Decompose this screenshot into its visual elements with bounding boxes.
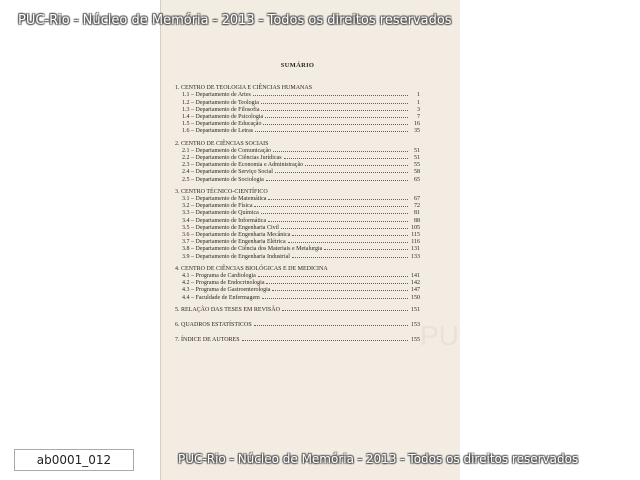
toc-entry-label: 1.6 – Departamento de Letras [182, 128, 254, 135]
toc-entry-label: 3.9 – Departamento de Engenharia Industrial [182, 253, 290, 260]
toc-entry-page: 141 [411, 273, 420, 280]
toc-entry-label: 1.4 – Departamento de Psicologia [182, 114, 264, 121]
dot-leader [258, 276, 408, 277]
toc-entry [175, 246, 420, 253]
toc-sections [175, 85, 420, 302]
toc-entry-page: 3 [417, 106, 420, 113]
toc-section [175, 85, 420, 135]
toc-entry-page: 116 [411, 239, 420, 246]
toc-entry-label: 3.1 – Departamento de Matemática [182, 196, 267, 203]
toc-single-entry [175, 337, 420, 344]
toc-entry [175, 169, 420, 176]
toc-single-page: 151 [411, 306, 420, 313]
toc-entry-page: 35 [414, 128, 420, 135]
toc-entry-page: 115 [411, 232, 420, 239]
toc-section [175, 189, 420, 261]
toc-entry-page: 88 [414, 217, 420, 224]
dot-leader [292, 235, 408, 236]
dot-leader [253, 95, 408, 96]
toc-single-label: 6. QUADROS ESTATÍSTICOS [175, 322, 252, 329]
dot-leader [288, 242, 408, 243]
toc-title: SUMÁRIO [280, 62, 315, 69]
toc-section-heading: 3. CENTRO TÉCNICO-CIENTÍFICO [175, 188, 268, 195]
toc-entry [175, 121, 420, 128]
dot-leader [268, 221, 408, 222]
toc-entry [175, 162, 420, 169]
dot-leader [263, 124, 408, 125]
toc-entry-page: 16 [414, 121, 420, 128]
dot-leader [266, 283, 408, 284]
toc-entry-label: 3.6 – Departamento de Engenharia Mecânica [182, 232, 291, 239]
dot-leader [324, 249, 408, 250]
toc-entry [175, 155, 420, 162]
toc-entry-label: 3.3 – Departamento de Química [182, 210, 259, 217]
toc-entry [175, 196, 420, 203]
toc-entry-label: 3.5 – Departamento de Engenharia Civil [182, 224, 279, 231]
watermark-bottom: PUC-Rio - Núcleo de Memória - 2013 - Todos os direitos reservados [178, 452, 579, 466]
toc-entry-label: 2.5 – Departamento de Sociologia [182, 176, 264, 183]
table-of-contents [175, 62, 420, 353]
toc-entry [175, 210, 420, 217]
toc-section-heading: 4. CENTRO DE CIÊNCIAS BIOLÓGICAS E DE MEDICINA [175, 265, 328, 272]
toc-entry [175, 239, 420, 246]
watermark-top: PUC-Rio - Núcleo de Memória - 2013 - Todos os direitos reservados [18, 13, 452, 28]
dot-leader [254, 206, 408, 207]
dot-leader [261, 110, 408, 111]
toc-entry-label: 4.4 – Faculdade de Enfermagem [182, 294, 260, 301]
toc-entry-label: 3.8 – Departamento de Ciência dos Materiais e Metalurgia [182, 246, 323, 253]
dot-leader [281, 228, 408, 229]
toc-entry-label: 2.2 – Departamento de Ciências Jurídicas [182, 155, 282, 162]
toc-entry-label: 2.4 – Departamento de Serviço Social [182, 169, 273, 176]
dot-leader [273, 151, 408, 152]
dot-leader [261, 213, 408, 214]
toc-entry [175, 273, 420, 280]
toc-entry-page: 131 [411, 246, 420, 253]
toc-entry [175, 280, 420, 287]
toc-entry-label: 1.1 – Departamento de Artes [182, 92, 251, 99]
dot-leader [266, 180, 408, 181]
dot-leader [272, 290, 408, 291]
toc-entry-label: 3.2 – Departamento de Física [182, 203, 253, 210]
dot-leader [292, 257, 408, 258]
toc-entry-label: 4.3 – Programa de Gastroenterologia [182, 287, 271, 294]
toc-entry [175, 128, 420, 135]
toc-section [175, 266, 420, 302]
toc-single-page: 153 [411, 322, 420, 329]
toc-entry-page: 142 [411, 280, 420, 287]
toc-single-label: 5. RELAÇÃO DAS TESES EM REVISÃO [175, 306, 280, 313]
toc-entry [175, 254, 420, 261]
toc-entry-page: 72 [414, 203, 420, 210]
toc-entry-page: 133 [411, 253, 420, 260]
toc-single-entries [175, 307, 420, 345]
dot-leader [262, 298, 408, 299]
toc-entry-label: 4.1 – Programa de Cardiologia [182, 273, 256, 280]
dot-leader [255, 131, 408, 132]
toc-entry [175, 92, 420, 99]
toc-entry-page: 1 [417, 92, 420, 99]
toc-single-page: 155 [411, 337, 420, 344]
toc-entry-page: 51 [414, 147, 420, 154]
document-id-label: ab0001_012 [14, 449, 134, 471]
toc-entry-label: 2.1 – Departamento de Comunicação [182, 147, 272, 154]
dot-leader [284, 158, 408, 159]
toc-section [175, 141, 420, 184]
toc-entry-page: 1 [417, 99, 420, 106]
toc-entry-page: 55 [414, 162, 420, 169]
toc-entry-page: 150 [411, 294, 420, 301]
dot-leader [305, 165, 408, 166]
toc-entry [175, 287, 420, 294]
toc-section-heading: 2. CENTRO DE CIÊNCIAS SOCIAIS [175, 140, 269, 147]
dot-leader [242, 340, 408, 341]
toc-entry [175, 107, 420, 114]
toc-entry-page: 67 [414, 196, 420, 203]
toc-entry-page: 147 [411, 287, 420, 294]
toc-single-entry [175, 307, 420, 314]
toc-entry-page: 105 [411, 224, 420, 231]
toc-entry [175, 225, 420, 232]
toc-section-heading: 1. CENTRO DE TEOLOGIA E CIÊNCIAS HUMANAS [175, 85, 313, 92]
toc-entry [175, 218, 420, 225]
toc-entry-label: 2.3 – Departamento de Economia e Administração [182, 162, 304, 169]
toc-entry [175, 232, 420, 239]
dot-leader [268, 199, 408, 200]
toc-entry [175, 148, 420, 155]
dot-leader [261, 103, 408, 104]
toc-entry [175, 114, 420, 121]
toc-entry-label: 4.2 – Programa de Endocrinologia [182, 280, 265, 287]
toc-entry-page: 81 [414, 210, 420, 217]
toc-entry [175, 295, 420, 302]
dot-leader [265, 117, 408, 118]
faint-watermark-text: PU [420, 320, 459, 351]
toc-entry-label: 3.4 – Departamento de Informática [182, 217, 267, 224]
dot-leader [254, 325, 408, 326]
toc-single-entry [175, 322, 420, 329]
toc-entry-label: 1.3 – Departamento de Filosofia [182, 106, 260, 113]
toc-entry-page: 58 [414, 169, 420, 176]
toc-entry-label: 1.2 – Departamento de Teologia [182, 99, 259, 106]
toc-entry [175, 100, 420, 107]
dot-leader [282, 310, 408, 311]
toc-entry-page: 65 [414, 176, 420, 183]
toc-entry-label: 1.5 – Departamento de Educação [182, 121, 262, 128]
toc-entry [175, 177, 420, 184]
toc-entry [175, 203, 420, 210]
toc-entry-label: 3.7 – Departamento de Engenharia Elétrica [182, 239, 286, 246]
toc-entry-page: 7 [417, 114, 420, 121]
toc-entry-page: 51 [414, 155, 420, 162]
dot-leader [275, 172, 408, 173]
toc-single-label: 7. ÍNDICE DE AUTORES [175, 337, 240, 344]
